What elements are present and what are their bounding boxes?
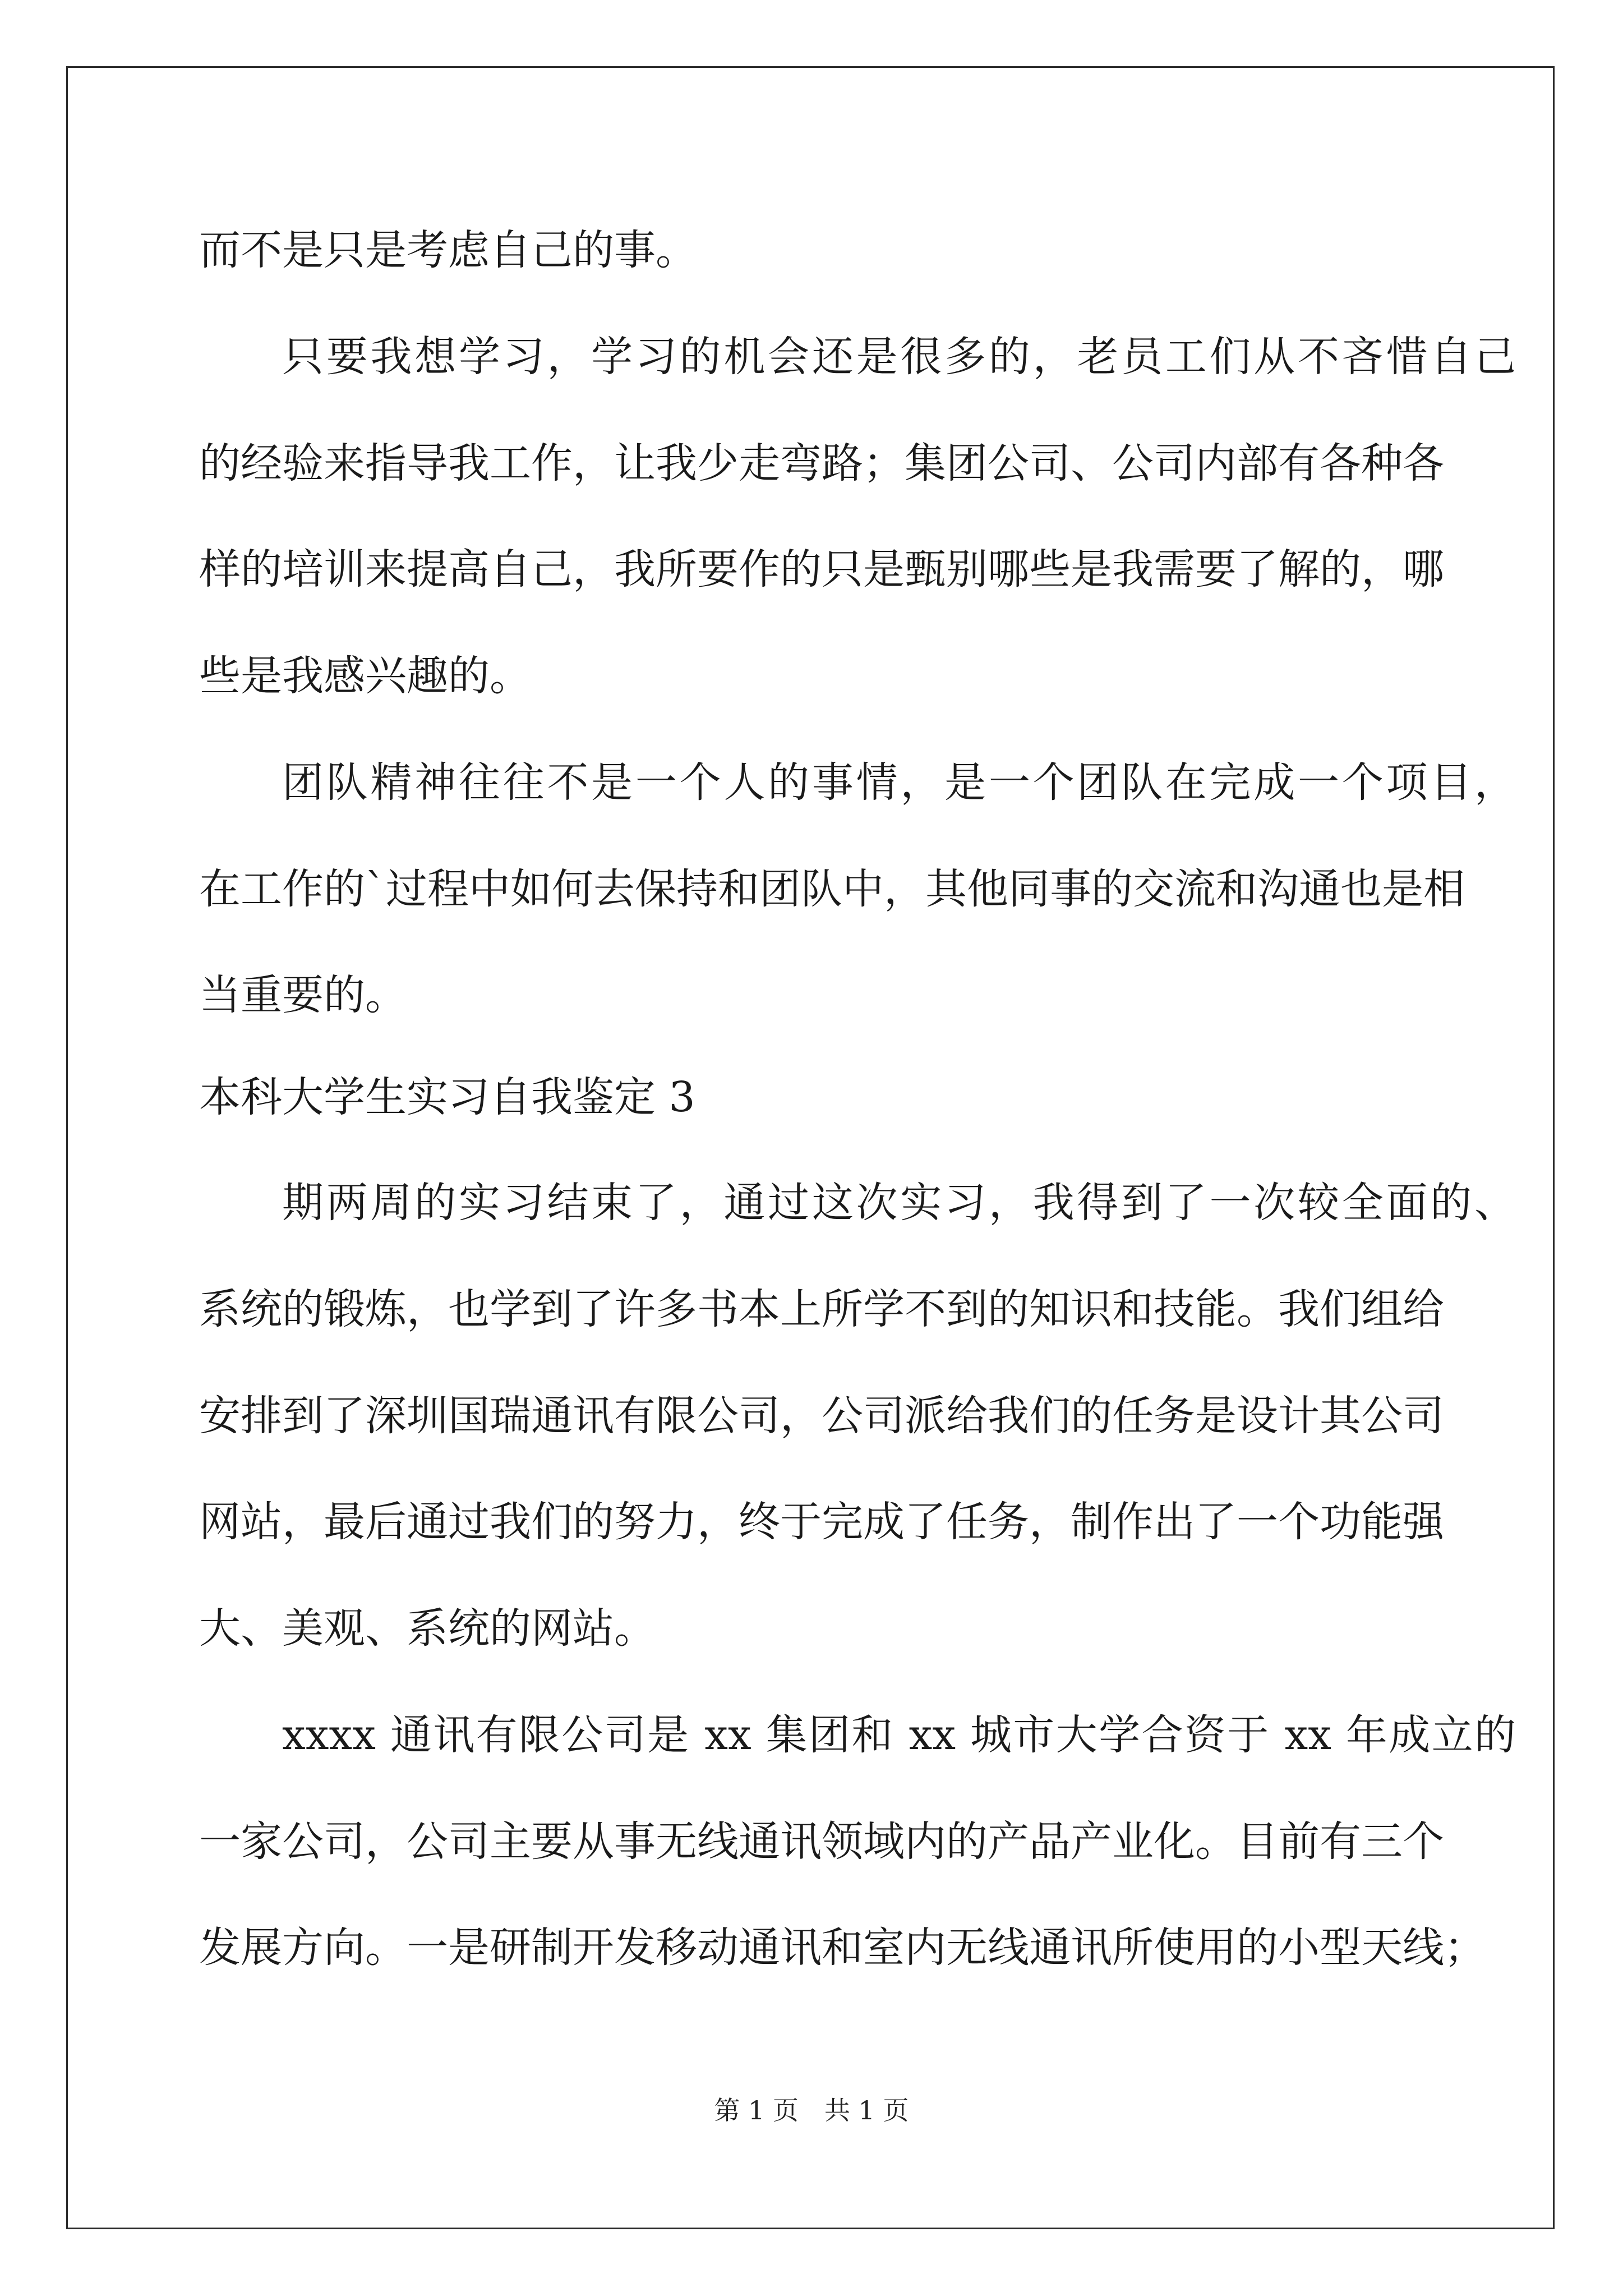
paragraph-start-line: xxxx 通讯有限公司是 xx 集团和 xx 城市大学合资于 xx 年成立的 bbox=[282, 1711, 1516, 1759]
text-line: 的经验来指导我工作，让我少走弯路；集团公司、公司内部有各种各 bbox=[199, 439, 1444, 487]
paragraph-start-line: 只要我想学习，学习的机会还是很多的，老员工们从不吝惜自己 bbox=[282, 333, 1516, 381]
text-line: 而不是只是考虑自己的事。 bbox=[199, 226, 697, 274]
text-line: 一家公司，公司主要从事无线通讯领域内的产品产业化。目前有三个 bbox=[199, 1818, 1444, 1866]
text-line: 系统的锻炼，也学到了许多书本上所学不到的知识和技能。我们组给 bbox=[199, 1285, 1444, 1333]
section-heading: 本科大学生实习自我鉴定 3 bbox=[199, 1073, 695, 1121]
paragraph-start-line: 期两周的实习结束了，通过这次实习，我得到了一次较全面的、 bbox=[282, 1179, 1516, 1227]
text-line: 样的培训来提高自己，我所要作的只是甄别哪些是我需要了解的，哪 bbox=[199, 545, 1444, 593]
text-line: 些是我感兴趣的。 bbox=[199, 652, 531, 700]
text-line: 当重要的。 bbox=[199, 971, 407, 1019]
page-footer: 第 1 页 共 1 页 bbox=[714, 2095, 909, 2125]
text-line: 网站，最后通过我们的努力，终于完成了任务，制作出了一个功能强 bbox=[199, 1498, 1444, 1546]
text-line: 大、美观、系统的网站。 bbox=[199, 1604, 656, 1653]
paragraph-start-line: 团队精神往往不是一个人的事情，是一个团队在完成一个项目， bbox=[282, 758, 1516, 807]
text-line: 安排到了深圳国瑞通讯有限公司，公司派给我们的任务是设计其公司 bbox=[199, 1392, 1444, 1440]
text-line: 发展方向。一是研制开发移动通讯和室内无线通讯所使用的小型天线； bbox=[199, 1924, 1486, 1972]
text-line: 在工作的`过程中如何去保持和团队中，其他同事的交流和沟通也是相 bbox=[199, 865, 1465, 913]
